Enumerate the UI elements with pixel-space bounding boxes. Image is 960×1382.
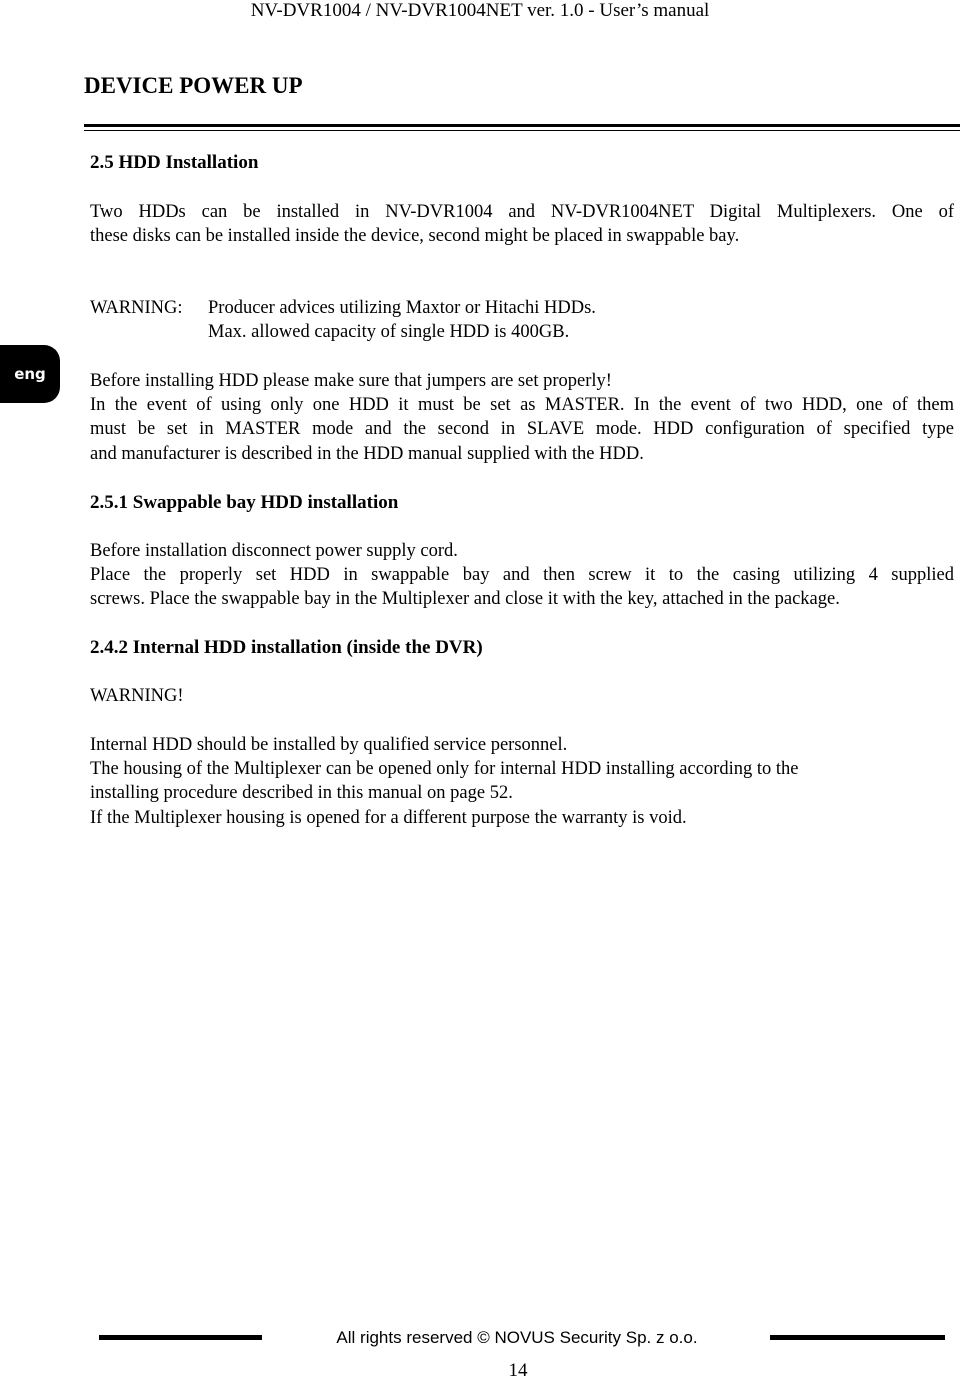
- jumper-line: and manufacturer is described in the HDD manual supplied with the HDD.: [90, 443, 644, 464]
- page-header: NV-DVR1004 / NV-DVR1004NET ver. 1.0 - User’s manual: [250, 0, 710, 21]
- footer-bar-right: [770, 1335, 945, 1340]
- title-rule-thin: [84, 130, 960, 131]
- intro-line: these disks can be installed inside the device, second might be placed in swappable bay.: [90, 226, 740, 247]
- section-title: DEVICE POWER UP: [84, 73, 303, 98]
- internal-warning: WARNING!: [90, 686, 184, 706]
- internal-paragraph: [90, 733, 954, 830]
- title-rule-thick: [84, 124, 960, 127]
- jumper-line: In the event of using only one HDD it must be set as MASTER. In the event of two HDD, one of them: [90, 395, 954, 416]
- language-tab: [0, 345, 60, 403]
- warning-text: [208, 296, 596, 344]
- footer-copyright: All rights reserved © NOVUS Security Sp. z o.o.: [336, 1328, 698, 1347]
- internal-line: If the Multiplexer housing is opened for a different purpose the warranty is void.: [90, 807, 687, 828]
- internal-line: Internal HDD should be installed by qualified service personnel.: [90, 735, 568, 755]
- swappable-line: screws. Place the swappable bay in the Multiplexer and close it with the key, attached in the package.: [90, 589, 840, 610]
- heading-2-5: 2.5 HDD Installation: [90, 152, 259, 173]
- intro-paragraph: [90, 200, 954, 248]
- swappable-line: Place the properly set HDD in swappable bay and then screw it to the casing utilizing 4 supplied: [90, 565, 954, 586]
- jumper-line: must be set in MASTER mode and the second in SLAVE mode. HDD configuration of specified type: [90, 419, 954, 440]
- intro-line: Two HDDs can be installed in NV-DVR1004 and NV-DVR1004NET Digital Multiplexers. One of: [90, 202, 954, 222]
- warning-line: Max. allowed capacity of single HDD is 400GB.: [208, 322, 570, 342]
- swappable-paragraph: [90, 539, 954, 612]
- page-number: 14: [508, 1360, 528, 1381]
- heading-2-5-1: 2.5.1 Swappable bay HDD installation: [90, 492, 399, 513]
- jumper-paragraph: [90, 369, 954, 466]
- jumper-line: Before installing HDD please make sure that jumpers are set properly!: [90, 371, 612, 391]
- warning-line: Producer advices utilizing Maxtor or Hitachi HDDs.: [208, 298, 596, 318]
- language-tab-label: eng: [14, 365, 46, 383]
- swappable-line: Before installation disconnect power supply cord.: [90, 541, 458, 561]
- footer-bar-left: [99, 1335, 262, 1340]
- internal-line: installing procedure described in this manual on page 52.: [90, 783, 513, 804]
- warning-label: WARNING:: [90, 298, 183, 318]
- internal-line: The housing of the Multiplexer can be opened only for internal HDD installing according to the: [90, 759, 799, 780]
- heading-2-4-2: 2.4.2 Internal HDD installation (inside the DVR): [90, 637, 483, 658]
